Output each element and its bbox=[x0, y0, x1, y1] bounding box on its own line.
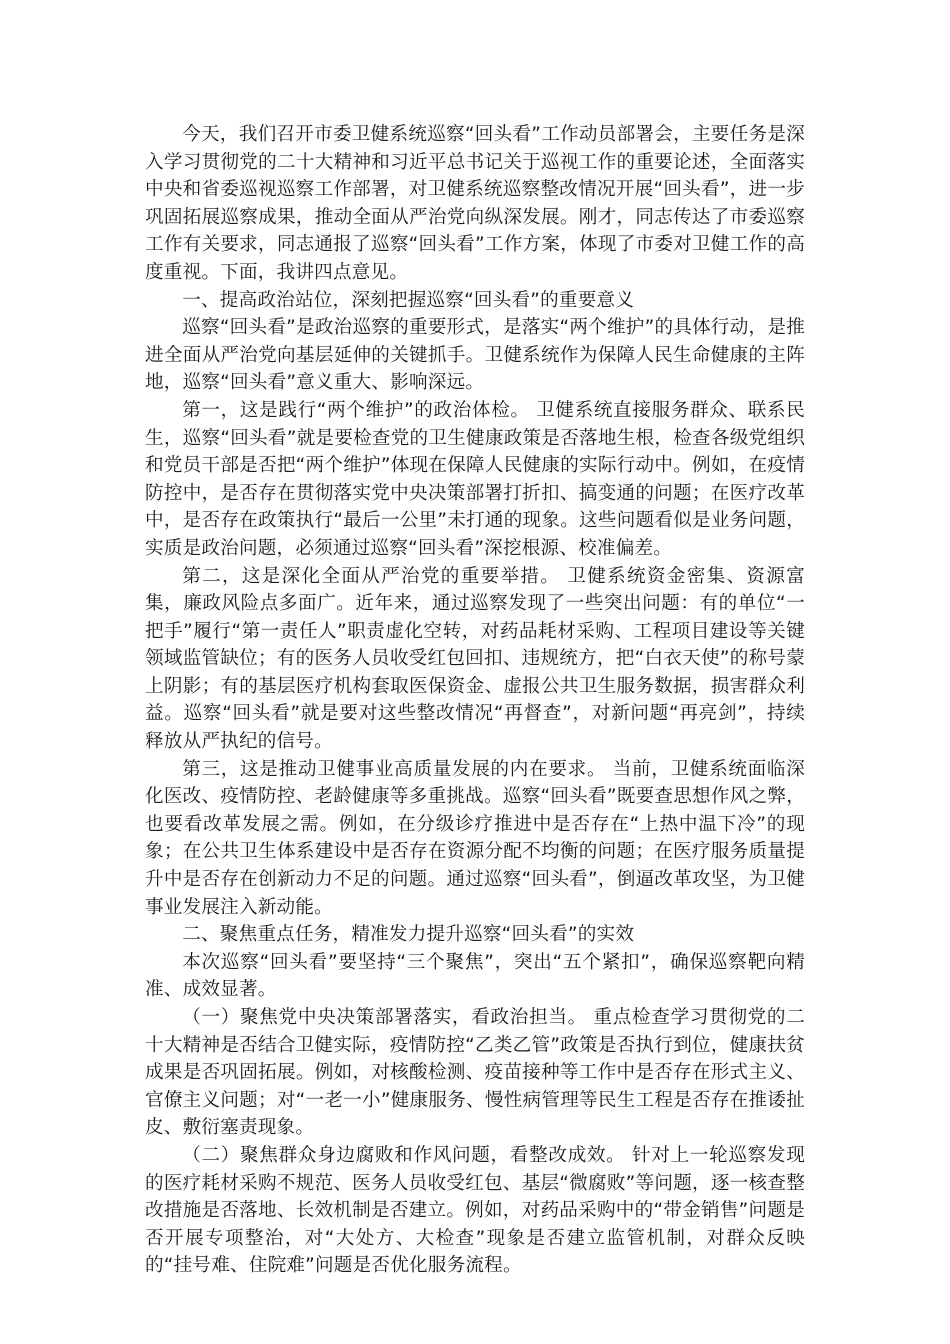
subpoint-2-paragraph: （二）聚焦群众身边腐败和作风问题，看整改成效。 针对上一轮巡察发现的医疗耗材采购不规范、医务人员收受红包、基层“微腐败”等问题，逐一核查整改措施是否落地、长效机制是否建立。例如，对药品采购中的“带金销售”问题是否开展专项整治，对“大处方、大检查”现象是否建立监管机制，对群众反映的“挂号难、住院难”问题是否优化服务流程。 bbox=[145, 1144, 805, 1277]
point-2-paragraph: 第二，这是深化全面从严治党的重要举措。 卫健系统资金密集、资源富集，廉政风险点多面广。近年来，通过巡察发现了一些突出问题：有的单位“一把手”履行“第一责任人”职责虚化空转，对药品耗材采购、工程项目建设等关键领域监管缺位；有的医务人员收受红包回扣、违规统方，把“白衣天使”的称号蒙上阴影；有的基层医疗机构套取医保资金、虚报公共卫生服务数据，损害群众利益。巡察“回头看”就是要对这些整改情况“再督查”，对新问题“再亮剑”，持续释放从严执纪的信号。 bbox=[145, 565, 805, 753]
document-body bbox=[145, 121, 805, 1280]
section-heading-1: 一、提高政治站位，深刻把握巡察“回头看”的重要意义 bbox=[182, 289, 635, 311]
intro-paragraph: 今天，我们召开市委卫健系统巡察“回头看”工作动员部署会，主要任务是深入学习贯彻党的二十大精神和习近平总书记关于巡视工作的重要论述，全面落实中央和省委巡视巡察工作部署，对卫健系统巡察整改情况开展“回头看”，进一步巩固拓展巡察成果，推动全面从严治党向纵深发展。刚才，同志传达了市委巡察工作有关要求，同志通报了巡察“回头看”工作方案，体现了市委对卫健工作的高度重视。下面，我讲四点意见。 bbox=[145, 124, 805, 283]
point-1-paragraph: 第一，这是践行“两个维护”的政治体检。 卫健系统直接服务群众、联系民生，巡察“回头看”就是要检查党的卫生健康政策是否落地生根，检查各级党组织和党员干部是否把“两个维护”体现在保障人民健康的实际行动中。例如，在疫情防控中，是否存在贯彻落实党中央决策部署打折扣、搞变通的问题；在医疗改革中，是否存在政策执行“最后一公里”未打通的现象。这些问题看似是业务问题，实质是政治问题，必须通过巡察“回头看”深挖根源、校准偏差。 bbox=[145, 399, 805, 559]
section-1-intro-paragraph: 巡察“回头看”是政治巡察的重要形式，是落实“两个维护”的具体行动，是推进全面从严治党向基层延伸的关键抓手。卫健系统作为保障人民生命健康的主阵地，巡察“回头看”意义重大、影响深远。 bbox=[145, 317, 805, 394]
subpoint-1-paragraph: （一）聚焦党中央决策部署落实，看政治担当。 重点检查学习贯彻党的二十大精神是否结合卫健实际，疫情防控“乙类乙管”政策是否执行到位，健康扶贫成果是否巩固拓展。例如，对核酸检测、疫苗接种等工作中是否存在形式主义、官僚主义问题；对“一老一小”健康服务、慢性病管理等民生工程是否存在推诿扯皮、敷衍塞责现象。 bbox=[145, 1007, 805, 1139]
point-3-paragraph: 第三，这是推动卫健事业高质量发展的内在要求。 当前，卫健系统面临深化医改、疫情防控、老龄健康等多重挑战。巡察“回头看”既要查思想作风之弊，也要看改革发展之需。例如，在分级诊疗推进中是否存在“上热中温下冷”的现象；在公共卫生体系建设中是否存在资源分配不均衡的问题；在医疗服务质量提升中是否存在创新动力不足的问题。通过巡察“回头看”，倒逼改革攻坚，为卫健事业发展注入新动能。 bbox=[145, 758, 805, 918]
section-heading-2: 二、聚焦重点任务，精准发力提升巡察“回头看”的实效 bbox=[182, 924, 635, 946]
section-2-intro-paragraph: 本次巡察“回头看”要坚持“三个聚焦”，突出“五个紧扣”，确保巡察靶向精准、成效显著。 bbox=[145, 951, 805, 1001]
